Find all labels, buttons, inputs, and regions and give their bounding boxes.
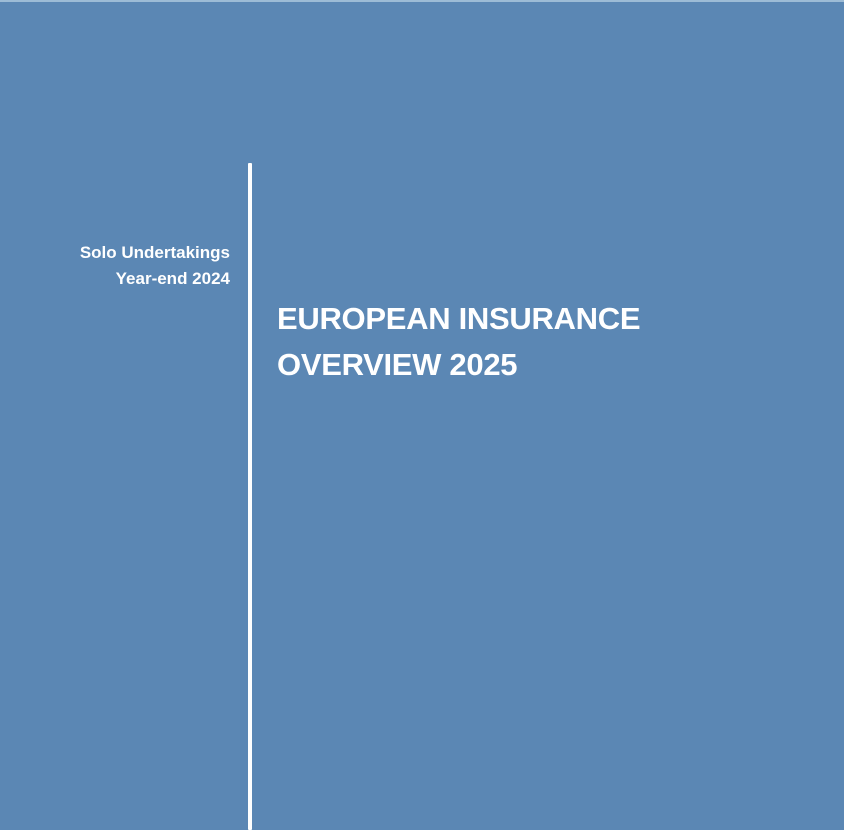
- title-line-1: EUROPEAN INSURANCE: [277, 301, 641, 336]
- vertical-divider-line: [248, 163, 252, 830]
- cover-subtitle: [0, 240, 230, 292]
- page-top-edge-strip: [0, 0, 844, 2]
- title-line-2: OVERVIEW 2025: [277, 347, 518, 382]
- subtitle-line-1: Solo Undertakings: [79, 243, 230, 262]
- subtitle-line-2: Year-end 2024: [115, 269, 230, 288]
- cover-title: [277, 296, 640, 388]
